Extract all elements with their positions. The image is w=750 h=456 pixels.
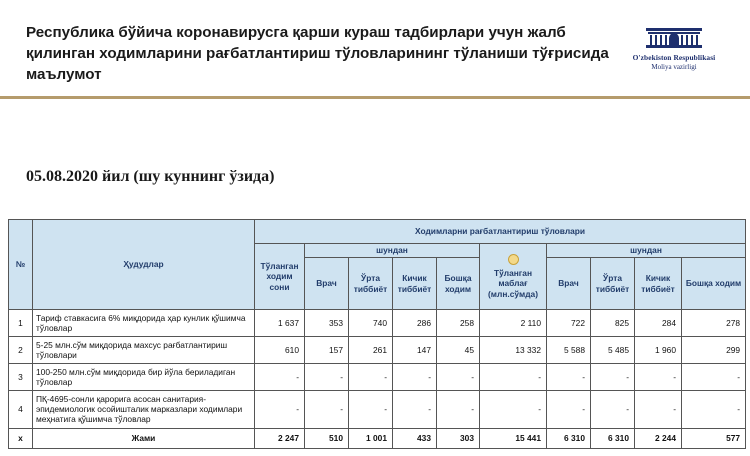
header-mid-1: Ўрта тиббиёт	[349, 258, 393, 310]
cell: -	[635, 390, 682, 428]
cell: 13 332	[480, 336, 547, 363]
row-name: 100-250 млн.сўм миқдорида бир йўла бериладиган тўловлар	[33, 363, 255, 390]
cell: 1 637	[255, 310, 305, 337]
cell: -	[480, 390, 547, 428]
header-divider	[0, 96, 750, 99]
header-group: Ходимларни рағбатлантириш тўловлари	[255, 220, 746, 244]
table-row	[9, 390, 746, 428]
header-num: №	[9, 220, 33, 310]
cell: 258	[437, 310, 480, 337]
total-cell: 510	[305, 428, 349, 448]
cell: -	[437, 363, 480, 390]
row-name: ПҚ-4695-сонли қарорига асосан санитария-эпидемиологик осойишталик марказлари ходимлари меҳнатига қўшимча тўловлар	[33, 390, 255, 428]
header-of-which-2: шундан	[547, 244, 746, 258]
total-cell: 6 310	[591, 428, 635, 448]
header-region: Ҳудудлар	[33, 220, 255, 310]
row-name: Тариф ставкасига 6% миқдорида ҳар кунлик қўшимча тўловлар	[33, 310, 255, 337]
total-cell: 303	[437, 428, 480, 448]
table-row	[9, 363, 746, 390]
header-paid-funds-label: Тўланган маблағ (млн.сўмда)	[488, 267, 538, 299]
total-cell: 433	[393, 428, 437, 448]
cell: -	[547, 390, 591, 428]
cell: -	[635, 363, 682, 390]
header-doctor-1: Врач	[305, 258, 349, 310]
page-title: Республика бўйича коронавирусга қарши кураш тадбирлари учун жалб қилинган ходимларини рағбатлантириш тўловларининг тўланиши тўғрисида маълумот	[26, 24, 609, 83]
cell: 147	[393, 336, 437, 363]
header-paid-funds	[480, 244, 547, 310]
ministry-logo	[622, 28, 726, 71]
cell: 2 110	[480, 310, 547, 337]
header-doctor-2: Врач	[547, 258, 591, 310]
row-num: 4	[9, 390, 33, 428]
cell: 1 960	[635, 336, 682, 363]
row-name: 5-25 млн.сўм миқдорида махсус рағбатлантириш тўловлари	[33, 336, 255, 363]
cell: 157	[305, 336, 349, 363]
total-row	[9, 428, 746, 448]
row-num: 3	[9, 363, 33, 390]
cell: 278	[682, 310, 746, 337]
cell: -	[305, 363, 349, 390]
total-cell: 2 247	[255, 428, 305, 448]
cell: 353	[305, 310, 349, 337]
table-row	[9, 336, 746, 363]
cell: -	[349, 363, 393, 390]
header-junior-2: Кичик тиббиёт	[635, 258, 682, 310]
payments-table	[8, 219, 746, 449]
total-cell: 1 001	[349, 428, 393, 448]
cell: 825	[591, 310, 635, 337]
cell: -	[437, 390, 480, 428]
total-cell: 2 244	[635, 428, 682, 448]
header-junior-1: Кичик тиббиёт	[393, 258, 437, 310]
row-num: 1	[9, 310, 33, 337]
report-date: 05.08.2020 йил (шу куннинг ўзида)	[26, 168, 275, 185]
cell: 722	[547, 310, 591, 337]
cell: 299	[682, 336, 746, 363]
logo-line-2: Moliya vazirligi	[651, 63, 697, 71]
cell: -	[480, 363, 547, 390]
logo-line-1: O'zbekiston Respublikasi	[632, 53, 716, 62]
cell: -	[393, 363, 437, 390]
cell: 45	[437, 336, 480, 363]
header-mid-2: Ўрта тиббиёт	[591, 258, 635, 310]
cell: 261	[349, 336, 393, 363]
total-cell: 15 441	[480, 428, 547, 448]
header-other-1: Бошқа ходим	[437, 258, 480, 310]
cell: 610	[255, 336, 305, 363]
cell: 284	[635, 310, 682, 337]
cell: 740	[349, 310, 393, 337]
cell: -	[393, 390, 437, 428]
cell: -	[349, 390, 393, 428]
cell: 5 485	[591, 336, 635, 363]
cell: 286	[393, 310, 437, 337]
header-other-2: Бошқа ходим	[682, 258, 746, 310]
table-row	[9, 310, 746, 337]
total-cell: 6 310	[547, 428, 591, 448]
cell: -	[547, 363, 591, 390]
total-num: х	[9, 428, 33, 448]
cell: -	[255, 390, 305, 428]
cell: -	[682, 363, 746, 390]
circle-icon	[508, 254, 519, 265]
total-label: Жами	[33, 428, 255, 448]
cell: -	[591, 363, 635, 390]
header-of-which-1: шундан	[305, 244, 480, 258]
payments-table-container	[8, 219, 745, 449]
building-emblem-icon	[645, 28, 703, 48]
header-paid-staff: Тўланган ходим сони	[255, 244, 305, 310]
cell: -	[591, 390, 635, 428]
cell: -	[682, 390, 746, 428]
row-num: 2	[9, 336, 33, 363]
cell: -	[255, 363, 305, 390]
cell: -	[305, 390, 349, 428]
cell: 5 588	[547, 336, 591, 363]
total-cell: 577	[682, 428, 746, 448]
